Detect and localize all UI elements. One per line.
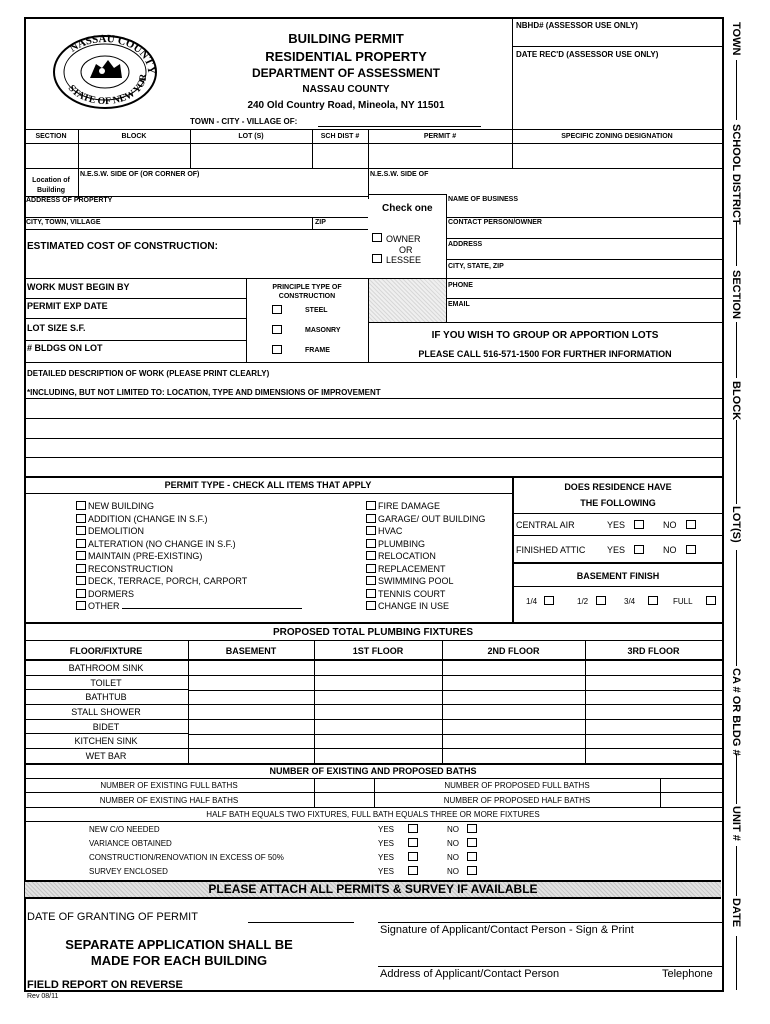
nbhd-field[interactable] <box>513 30 721 45</box>
permit-type-right-list <box>366 501 512 614</box>
phone-field[interactable] <box>447 289 721 297</box>
frame-label: FRAME <box>305 347 330 354</box>
side-block-label: BLOCK <box>730 381 742 421</box>
applicant-address-field[interactable] <box>378 950 720 966</box>
fraction-half-checkbox[interactable] <box>596 596 606 605</box>
finished-attic-yes-label: YES <box>607 545 626 555</box>
signature-label: Signature of Applicant/Contact Person - Sign & Print <box>380 924 634 936</box>
side-ca-bldg-label: CA # OR BLDG # <box>730 668 742 756</box>
work-begin-field[interactable] <box>140 280 244 297</box>
permit-exp-field[interactable] <box>140 300 244 317</box>
permit-item[interactable]: DEMOLITION <box>76 526 336 539</box>
renovation-label: CONSTRUCTION/RENOVATION IN EXCESS OF 50% <box>89 853 284 862</box>
email-field[interactable] <box>447 309 721 321</box>
title-department: DEPARTMENT OF ASSESSMENT <box>251 66 440 80</box>
estimated-cost-label: ESTIMATED COST OF CONSTRUCTION: <box>27 241 218 252</box>
fixture-row-label: BIDET <box>24 720 188 735</box>
central-air-label: CENTRAL AIR <box>516 520 575 530</box>
lot-size-label: LOT SIZE S.F. <box>27 323 86 333</box>
owner-checkbox[interactable] <box>372 233 382 242</box>
permit-field[interactable] <box>369 144 511 167</box>
fraction-quarter-checkbox[interactable] <box>544 596 554 605</box>
permit-checkbox[interactable] <box>76 589 86 598</box>
fraction-full-checkbox[interactable] <box>706 596 716 605</box>
existing-full-baths-label: NUMBER OF EXISTING FULL BATHS <box>100 781 238 790</box>
fraction-half-label: 1/2 <box>577 597 589 606</box>
side-unit-label: UNIT # <box>730 806 742 841</box>
phone-label: PHONE <box>448 282 473 289</box>
zoning-header: SPECIFIC ZONING DESIGNATION <box>561 133 673 140</box>
basement-header: BASEMENT <box>225 646 277 656</box>
side-school-district-label: SCHOOL DISTRICT <box>730 124 742 225</box>
side-town-label: TOWN <box>730 22 742 56</box>
first-floor-header: 1ST FLOOR <box>352 646 404 656</box>
permit-checkbox[interactable] <box>76 539 86 548</box>
permit-item[interactable]: GARAGE/ OUT BUILDING <box>366 514 512 527</box>
finished-attic-label: FINISHED ATTIC <box>516 545 586 555</box>
description-line-2[interactable] <box>25 419 721 437</box>
business-name-label: NAME OF BUSINESS <box>448 196 519 203</box>
email-label: EMAIL <box>448 301 470 308</box>
basement-finish-label: BASEMENT FINISH <box>576 571 660 581</box>
sch-dist-field[interactable] <box>313 144 367 167</box>
telephone-label: Telephone <box>662 968 713 980</box>
section-field[interactable] <box>25 144 77 167</box>
date-recd-label: DATE REC'D (ASSESSOR USE ONLY) <box>516 50 659 59</box>
business-name-field[interactable] <box>447 205 721 216</box>
fixture-row-label: BATHROOM SINK <box>24 661 188 676</box>
survey-label: SURVEY ENCLOSED <box>89 867 168 876</box>
estimated-cost-field[interactable] <box>246 238 366 254</box>
permit-item[interactable]: PLUMBING <box>366 539 512 552</box>
proposed-half-baths-label: NUMBER OF PROPOSED HALF BATHS <box>443 796 591 805</box>
permit-item[interactable]: SWIMMING POOL <box>366 576 512 589</box>
separate-application-line1: SEPARATE APPLICATION SHALL BE <box>65 937 293 952</box>
central-air-yes-checkbox[interactable] <box>634 520 644 529</box>
description-note: *INCLUDING, BUT NOT LIMITED TO: LOCATION, TYPE AND DIMENSIONS OF IMPROVEMENT <box>27 388 381 397</box>
permit-item[interactable]: RELOCATION <box>366 551 512 564</box>
description-label: DETAILED DESCRIPTION OF WORK (PLEASE PRINT CLEARLY) <box>27 369 270 378</box>
permit-item[interactable]: REPLACEMENT <box>366 564 512 577</box>
contact-person-field[interactable] <box>447 228 721 237</box>
date-of-granting-label: DATE OF GRANTING OF PERMIT <box>27 911 198 923</box>
steel-label: STEEL <box>305 307 328 314</box>
baths-title: NUMBER OF EXISTING AND PROPOSED BATHS <box>269 766 477 776</box>
permit-checkbox[interactable] <box>366 539 376 548</box>
steel-checkbox[interactable] <box>272 305 282 314</box>
permit-checkbox[interactable] <box>366 551 376 560</box>
permit-checkbox[interactable] <box>76 514 86 523</box>
title-building-permit: BUILDING PERMIT <box>288 31 404 46</box>
bldgs-field[interactable] <box>110 342 244 361</box>
existing-half-baths-label: NUMBER OF EXISTING HALF BATHS <box>99 796 239 805</box>
office-address: 240 Old Country Road, Mineola, NY 11501 <box>247 100 445 111</box>
half-bath-note: HALF BATH EQUALS TWO FIXTURES, FULL BATH EQUALS THREE OR MORE FIXTURES <box>206 810 540 819</box>
permit-checkbox[interactable] <box>366 526 376 535</box>
permit-item[interactable]: DECK, TERRACE, PORCH, CARPORT <box>76 576 336 589</box>
permit-item[interactable]: RECONSTRUCTION <box>76 564 336 577</box>
floor-fixture-header: FLOOR/FIXTURE <box>69 646 143 656</box>
permit-item-other[interactable]: OTHER <box>76 601 336 614</box>
permit-type-title: PERMIT TYPE - CHECK ALL ITEMS THAT APPLY <box>164 480 372 490</box>
lessee-checkbox[interactable] <box>372 254 382 263</box>
proposed-full-baths-field[interactable] <box>661 779 721 791</box>
plumbing-title: PROPOSED TOTAL PLUMBING FIXTURES <box>272 627 473 638</box>
fraction-three-quarter-label: 3/4 <box>624 597 636 606</box>
second-floor-header: 2ND FLOOR <box>487 646 540 656</box>
third-floor-header: 3RD FLOOR <box>627 646 680 656</box>
permit-item[interactable]: TENNIS COURT <box>366 589 512 602</box>
city-town-village-field[interactable] <box>25 227 311 229</box>
group-lots-line1: IF YOU WISH TO GROUP OR APPORTION LOTS <box>431 330 659 341</box>
permit-type-left-list <box>76 501 336 614</box>
permit-checkbox[interactable] <box>366 501 376 510</box>
signature-field[interactable] <box>378 905 720 922</box>
or-label: OR <box>399 245 413 255</box>
description-line-3[interactable] <box>25 439 721 456</box>
permit-item[interactable]: MAINTAIN (PRE-EXISTING) <box>76 551 336 564</box>
separate-application-line2: MADE FOR EACH BUILDING <box>90 953 268 968</box>
block-field[interactable] <box>79 144 189 167</box>
city-state-zip-field[interactable] <box>447 270 721 277</box>
new-co-label: NEW C/O NEEDED <box>89 825 160 834</box>
permit-checkbox[interactable] <box>76 501 86 510</box>
finished-attic-no-label: NO <box>663 545 677 555</box>
fixture-row-label: TOILET <box>24 676 188 691</box>
lots-field[interactable] <box>191 144 311 167</box>
permit-checkbox[interactable] <box>366 589 376 598</box>
new-co-no-checkbox[interactable] <box>467 824 477 833</box>
work-begin-label: WORK MUST BEGIN BY <box>27 282 130 292</box>
date-of-granting-field[interactable] <box>248 910 354 922</box>
frame-checkbox[interactable] <box>272 345 282 354</box>
fraction-quarter-label: 1/4 <box>526 597 538 606</box>
permit-checkbox[interactable] <box>76 601 86 610</box>
no-label: NO <box>447 839 459 848</box>
owner-address-label: ADDRESS <box>448 241 483 248</box>
survey-yes-checkbox[interactable] <box>408 866 418 875</box>
central-air-yes-label: YES <box>607 520 626 530</box>
no-label: NO <box>447 853 459 862</box>
variance-label: VARIANCE OBTAINED <box>89 839 172 848</box>
lessee-label: LESSEE <box>386 255 422 265</box>
masonry-checkbox[interactable] <box>272 325 282 334</box>
svg-text:STATE OF NEW YORK: STATE OF NEW YOR <box>65 73 150 108</box>
residence-question-2: THE FOLLOWING <box>580 498 656 508</box>
permit-exp-label: PERMIT EXP DATE <box>27 301 108 311</box>
city-state-zip-label: CITY, STATE, ZIP <box>448 263 504 270</box>
other-field[interactable] <box>122 601 302 609</box>
renovation-no-checkbox[interactable] <box>467 852 477 861</box>
variance-yes-checkbox[interactable] <box>408 838 418 847</box>
lot-size-field[interactable] <box>110 320 244 339</box>
county-seal <box>52 34 158 110</box>
fixture-row-label: STALL SHOWER <box>24 705 188 720</box>
description-line-4[interactable] <box>25 458 721 475</box>
side-date-label: DATE <box>730 898 742 928</box>
principle-type-label: PRINCIPLE TYPE OF CONSTRUCTION <box>272 284 342 300</box>
nbhd-label: NBHD# (ASSESSOR USE ONLY) <box>516 21 638 30</box>
attach-banner <box>25 880 721 899</box>
permit-item[interactable]: DORMERS <box>76 589 336 602</box>
sch-dist-header: SCH DIST # <box>320 133 360 140</box>
central-air-no-label: NO <box>663 520 677 530</box>
svg-text:NASSAU COUNTY: NASSAU COUNTY <box>67 34 158 75</box>
attach-text: PLEASE ATTACH ALL PERMITS & SURVEY IF AVAILABLE <box>208 882 538 896</box>
yes-label: YES <box>378 825 395 834</box>
existing-full-baths-field[interactable] <box>315 779 373 791</box>
title-residential-property: RESIDENTIAL PROPERTY <box>265 49 427 64</box>
yes-label: YES <box>378 853 395 862</box>
fixture-row-label: KITCHEN SINK <box>24 734 188 749</box>
variance-no-checkbox[interactable] <box>467 838 477 847</box>
fraction-full-label: FULL <box>673 597 693 606</box>
yes-label: YES <box>378 867 395 876</box>
bldgs-on-lot-label: # BLDGS ON LOT <box>27 343 103 353</box>
fixture-row-label: WET BAR <box>85 751 127 762</box>
county-name: NASSAU COUNTY <box>302 84 390 95</box>
permit-checkbox[interactable] <box>366 601 376 610</box>
yes-label: YES <box>378 839 395 848</box>
no-label: NO <box>447 867 459 876</box>
permit-checkbox[interactable] <box>366 564 376 573</box>
fraction-three-quarter-checkbox[interactable] <box>648 596 658 605</box>
central-air-no-checkbox[interactable] <box>686 520 696 529</box>
owner-label: OWNER <box>386 234 421 244</box>
permit-checkbox[interactable] <box>76 526 86 535</box>
renovation-yes-checkbox[interactable] <box>408 852 418 861</box>
side-lots-label: LOT(S) <box>730 506 742 543</box>
hatched-area <box>369 279 446 322</box>
no-label: NO <box>447 825 459 834</box>
masonry-label: MASONRY <box>305 327 341 334</box>
city-town-village-label: CITY, TOWN, VILLAGE <box>26 219 101 226</box>
permit-checkbox[interactable] <box>76 551 86 560</box>
zip-label: ZIP <box>315 219 326 226</box>
permit-checkbox[interactable] <box>366 514 376 523</box>
block-header: BLOCK <box>121 133 147 140</box>
zoning-field[interactable] <box>513 144 721 167</box>
finished-attic-no-checkbox[interactable] <box>686 545 696 554</box>
contact-person-label: CONTACT PERSON/OWNER <box>448 219 542 226</box>
permit-header: PERMIT # <box>423 133 457 140</box>
proposed-half-baths-field[interactable] <box>661 793 721 806</box>
permit-checkbox[interactable] <box>76 576 86 585</box>
date-recd-field[interactable] <box>513 60 721 128</box>
address-of-property-label: ADDRESS OF PROPERTY <box>26 197 113 204</box>
survey-no-checkbox[interactable] <box>467 866 477 875</box>
nesw2-label: N.E.S.W. SIDE OF <box>370 171 429 178</box>
owner-address-field[interactable] <box>447 249 721 258</box>
permit-checkbox[interactable] <box>366 576 376 585</box>
field-report-label: FIELD REPORT ON REVERSE <box>27 979 183 991</box>
property-address-field[interactable] <box>25 205 367 216</box>
permit-item[interactable]: FIRE DAMAGE <box>366 501 512 514</box>
applicant-address-label: Address of Applicant/Contact Person <box>380 968 560 980</box>
residence-question-1: DOES RESIDENCE HAVE <box>564 482 672 492</box>
location-label: Location of Building <box>32 177 70 194</box>
lots-header: LOT (S) <box>238 133 264 140</box>
new-co-yes-checkbox[interactable] <box>408 824 418 833</box>
finished-attic-yes-checkbox[interactable] <box>634 545 644 554</box>
side-section-label: SECTION <box>730 270 742 319</box>
plumbing-entry-grid[interactable] <box>189 661 721 763</box>
nesw-label: N.E.S.W. SIDE OF (OR CORNER OF) <box>80 171 200 178</box>
check-one-label: Check one <box>382 203 433 214</box>
proposed-full-baths-label: NUMBER OF PROPOSED FULL BATHS <box>444 781 590 790</box>
fixture-row-label: BATHTUB <box>24 690 188 705</box>
permit-item[interactable]: CHANGE IN USE <box>366 601 512 614</box>
section-header: SECTION <box>35 133 67 140</box>
permit-item[interactable]: ALTERATION (NO CHANGE IN S.F.) <box>76 539 336 552</box>
permit-item[interactable]: NEW BUILDING <box>76 501 336 514</box>
permit-checkbox[interactable] <box>76 564 86 573</box>
existing-half-baths-field[interactable] <box>315 793 373 806</box>
permit-item[interactable]: ADDITION (CHANGE IN S.F.) <box>76 514 336 527</box>
zip-field[interactable] <box>313 227 367 229</box>
town-city-village-label: TOWN - CITY - VILLAGE OF: <box>190 117 298 126</box>
description-line-1[interactable] <box>25 399 721 417</box>
revision-label: Rev 08/11 <box>27 993 59 1000</box>
group-lots-line2: PLEASE CALL 516-571-1500 FOR FURTHER INFORMATION <box>418 349 672 359</box>
permit-item[interactable]: HVAC <box>366 526 512 539</box>
